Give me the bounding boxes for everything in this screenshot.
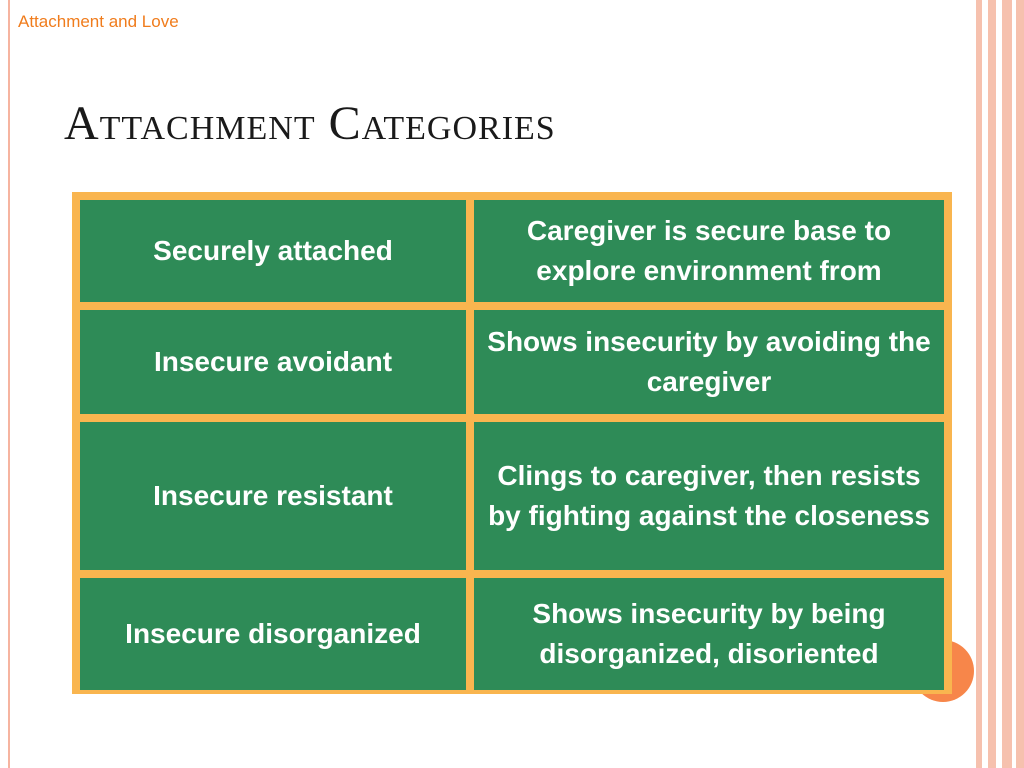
table-cell-description: Clings to caregiver, then resists by fighting against the closeness [474,422,944,570]
table-cell-category: Insecure avoidant [80,310,466,414]
slide-header: Attachment and Love [18,12,179,31]
table-cell-description: Shows insecurity by being disorganized, disoriented [474,578,944,690]
table-cell-category: Insecure disorganized [80,578,466,690]
slide-title: Attachment Categories [64,97,556,150]
table-cell-description: Shows insecurity by avoiding the caregiver [474,310,944,414]
left-border-line [8,0,10,768]
table-cell-description: Caregiver is secure base to explore environment from [474,200,944,302]
table-cell-category: Insecure resistant [80,422,466,570]
table-cell-category: Securely attached [80,200,466,302]
right-decorative-stripes [976,0,1024,768]
attachment-table [72,192,952,694]
